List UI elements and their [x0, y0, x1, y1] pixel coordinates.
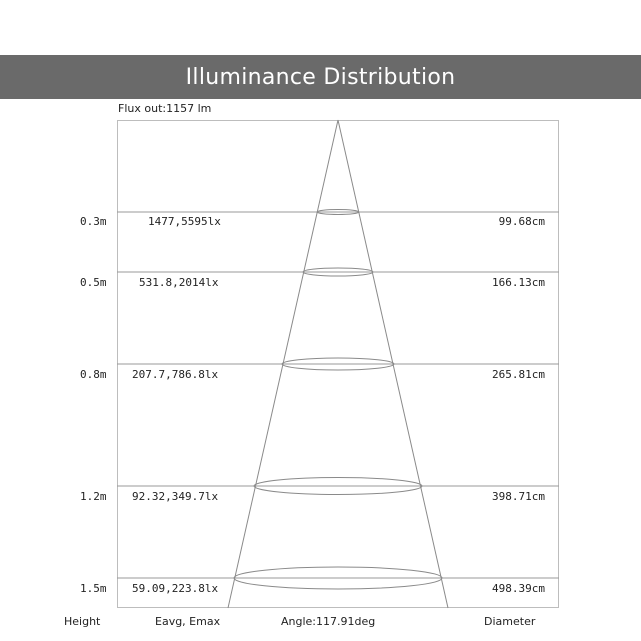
page-title: Illuminance Distribution: [185, 64, 456, 90]
row-eavg-emax: 531.8,2014lx: [139, 276, 219, 289]
row-diameter: 398.71cm: [492, 490, 545, 503]
footer-height-label: Height: [64, 615, 101, 628]
row-height-label: 1.5m: [80, 582, 107, 595]
footer-diameter-label: Diameter: [484, 615, 536, 628]
row-height-label: 1.2m: [80, 490, 107, 503]
row-diameter: 99.68cm: [498, 215, 545, 228]
row-diameter: 498.39cm: [492, 582, 545, 595]
row-height-label: 0.3m: [80, 215, 107, 228]
flux-output-label: Flux out:1157 lm: [118, 102, 212, 115]
row-height-label: 0.5m: [80, 276, 107, 289]
row-eavg-emax: 1477,5595lx: [148, 215, 221, 228]
footer-eavg-emax-label: Eavg, Emax: [155, 615, 221, 628]
row-eavg-emax: 92.32,349.7lx: [132, 490, 219, 503]
row-eavg-emax: 59.09,223.8lx: [132, 582, 219, 595]
row-height-label: 0.8m: [80, 368, 107, 381]
footer-angle-label: Angle:117.91deg: [281, 615, 376, 628]
row-diameter: 166.13cm: [492, 276, 545, 289]
row-eavg-emax: 207.7,786.8lx: [132, 368, 219, 381]
row-diameter: 265.81cm: [492, 368, 545, 381]
